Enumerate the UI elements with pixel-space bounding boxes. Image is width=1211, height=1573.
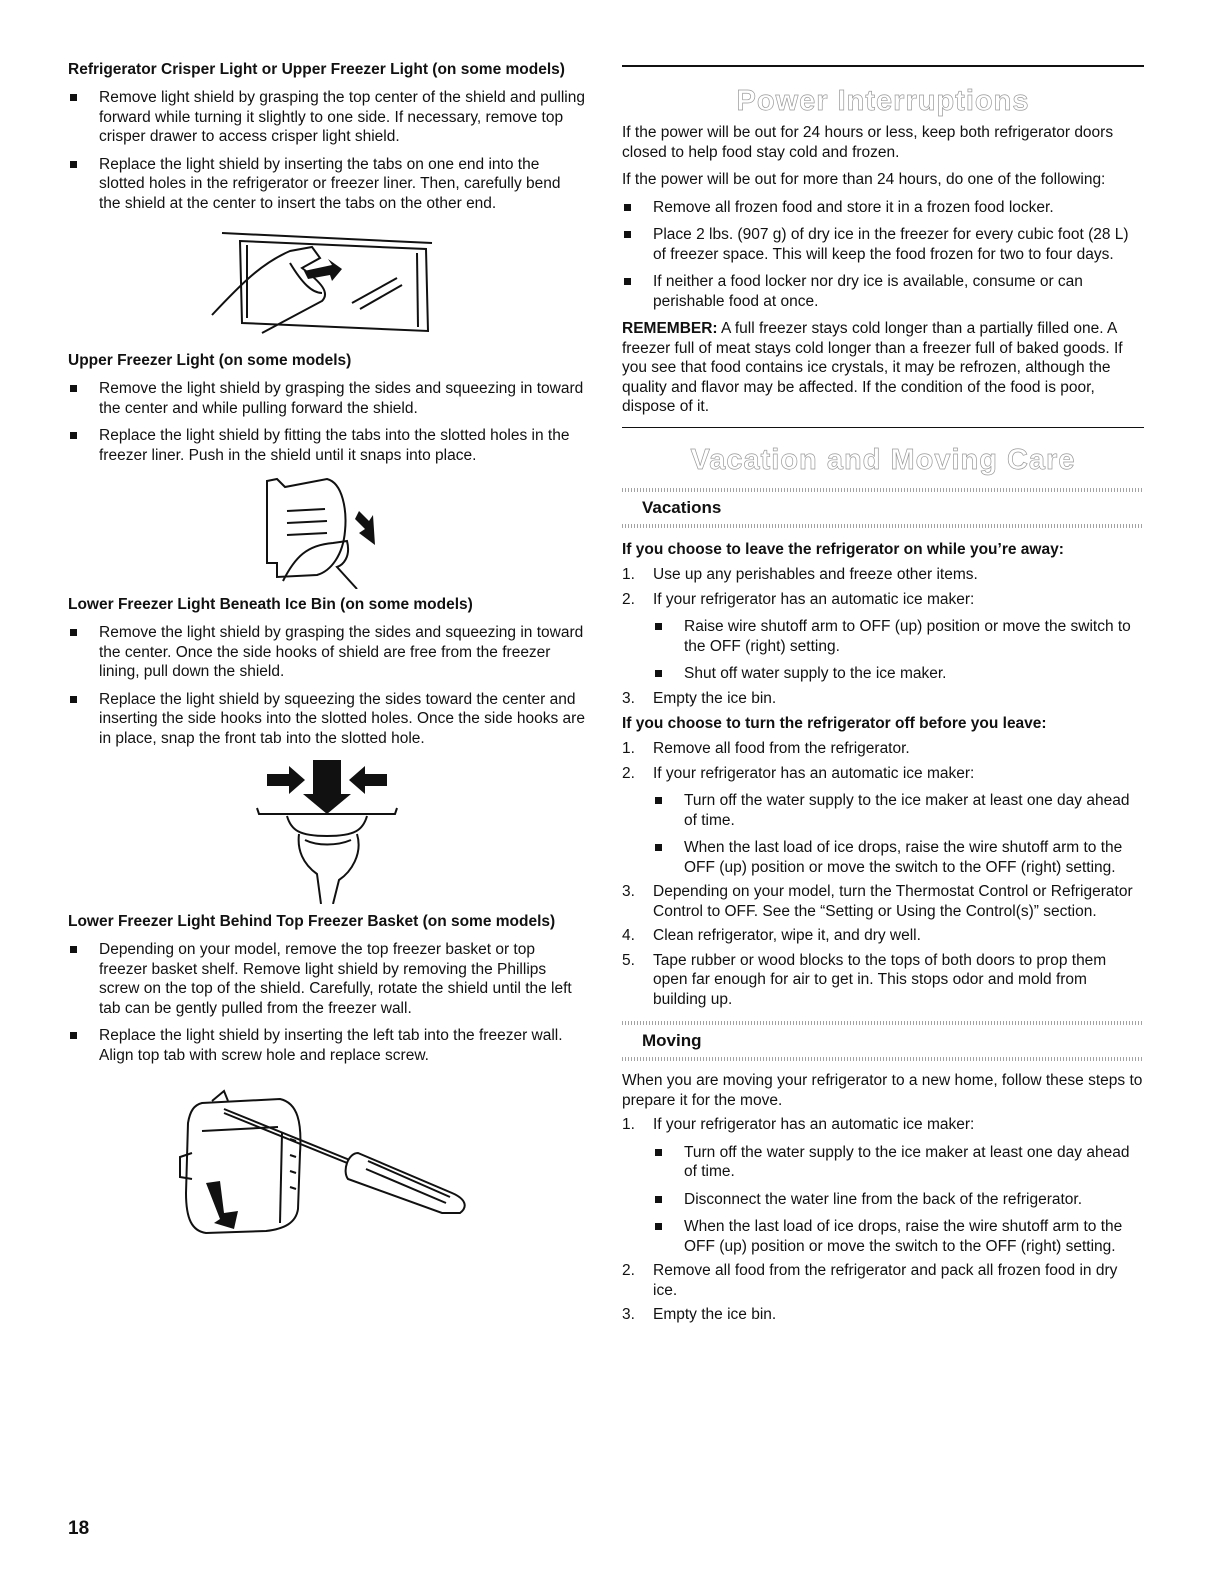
list-item: 2. If your refrigerator has an automatic ice maker: xyxy=(622,590,975,608)
remember-label: REMEMBER: xyxy=(622,320,718,337)
leave-on-heading: If you choose to leave the refrigerator on while you’re away: xyxy=(622,541,1064,558)
power-paragraph: If the power will be out for more than 24 hours, do one of the following: xyxy=(622,171,1106,188)
list-item: Shut off water supply to the ice maker. xyxy=(622,664,1144,684)
ice-bin-light-heading: Lower Freezer Light Beneath Ice Bin (on some models) xyxy=(68,596,473,613)
turn-off-substeps xyxy=(622,791,1144,877)
page-number: 18 xyxy=(68,1518,90,1539)
moving-heading: Moving xyxy=(642,1031,702,1050)
upper-freezer-list xyxy=(68,379,586,465)
list-item: Remove the light shield by grasping the sides and squeezing in toward the center and while pulling forward the shield. xyxy=(68,379,586,418)
basket-light-list xyxy=(68,940,586,1065)
list-item: Depending on your model, remove the top freezer basket or top freezer basket shelf. Remove light shield by removing the Phillips screw on the top of the shield. Carefully, rotate the shield until the left tab can be gently pulled from the freezer wall. xyxy=(68,940,586,1018)
list-item: If neither a food locker nor dry ice is available, consume or can perishable food at once. xyxy=(622,272,1144,311)
leave-on-steps xyxy=(622,689,1144,709)
list-item: Remove the light shield by grasping the sides and squeezing in toward the center. Once the side hooks of shield are free from the freezer lining, pull down the shield. xyxy=(68,623,586,682)
dotted-divider xyxy=(622,524,1144,528)
remember-text: A full freezer stays cold longer than a partially filled one. A freezer full of meat stays cold longer than a freezer full of baked goods. If you see that food contains ice crystals, it may be refrozen, although the quality and flavor may be affected. If the condition of the food is poor, dispose of it. xyxy=(622,320,1123,415)
list-item: 1. If your refrigerator has an automatic ice maker: xyxy=(622,1116,975,1133)
list-item: Replace the light shield by fitting the tabs into the slotted holes in the freezer liner. Push in the shield until it snaps into place. xyxy=(68,426,586,465)
ice-bin-shield-illustration xyxy=(247,754,407,904)
list-item: Replace the light shield by inserting the tabs on one end into the slotted holes in the refrigerator or freezer liner. Then, carefully bend the shield at the center to insert the tabs on the other end. xyxy=(68,155,586,214)
list-item: Disconnect the water line from the back of the refrigerator. xyxy=(622,1190,1144,1210)
screwdriver-shield-illustration xyxy=(162,1083,492,1243)
left-column xyxy=(68,60,586,1243)
list-item: 3. Empty the ice bin. xyxy=(622,1306,777,1323)
list-item: Replace the light shield by inserting the left tab into the freezer wall. Align top tab with screw hole and replace screw. xyxy=(68,1026,586,1065)
turn-off-steps xyxy=(622,739,1144,783)
ice-bin-list xyxy=(68,623,586,748)
list-item: 1. Remove all food from the refrigerator. xyxy=(622,740,910,757)
list-item: Turn off the water supply to the ice maker at least one day ahead of time. xyxy=(622,1143,1144,1182)
dotted-divider xyxy=(622,1021,1144,1025)
section-divider xyxy=(622,427,1144,429)
right-column xyxy=(622,65,1144,1325)
turn-off-heading: If you choose to turn the refrigerator off before you leave: xyxy=(622,715,1047,732)
basket-light-heading: Lower Freezer Light Behind Top Freezer Basket (on some models) xyxy=(68,913,556,930)
leave-on-substeps xyxy=(622,617,1144,684)
list-item: Place 2 lbs. (907 g) of dry ice in the freezer for every cubic foot (28 L) of freezer space. This will keep the food frozen for two to four days. xyxy=(622,225,1144,264)
list-item: 3. Empty the ice bin. xyxy=(622,689,777,707)
list-item: 5. Tape rubber or wood blocks to the tops of both doors to prop them open far enough for air to get in. This stops odor and mold from building up. xyxy=(622,951,1107,1008)
list-item: 4. Clean refrigerator, wipe it, and dry well. xyxy=(622,927,921,944)
moving-intro: When you are moving your refrigerator to a new home, follow these steps to prepare it for the move. xyxy=(622,1072,1143,1109)
vacation-moving-title: Vacation and Moving Care xyxy=(690,444,1076,476)
list-item: 2. Remove all food from the refrigerator and pack all frozen food in dry ice. xyxy=(622,1262,1118,1299)
upper-freezer-light-heading: Upper Freezer Light (on some models) xyxy=(68,352,352,369)
list-item: When the last load of ice drops, raise the wire shutoff arm to the OFF (up) position or move the switch to the OFF (right) setting. xyxy=(622,1217,1144,1256)
vacations-heading: Vacations xyxy=(642,498,722,517)
remember-note xyxy=(622,319,1144,417)
power-interruptions-title: Power Interruptions xyxy=(736,85,1030,117)
list-item: When the last load of ice drops, raise the wire shutoff arm to the OFF (up) position or move the switch to the OFF (right) setting. xyxy=(622,838,1144,877)
list-item: 2. If your refrigerator has an automatic ice maker: xyxy=(622,764,975,782)
moving-steps xyxy=(622,1261,1144,1325)
upper-freezer-shield-illustration xyxy=(247,471,407,589)
moving-substeps xyxy=(622,1143,1144,1257)
turn-off-steps xyxy=(622,882,1144,1009)
dotted-divider xyxy=(622,488,1144,492)
leave-on-steps xyxy=(622,565,1144,609)
power-list xyxy=(622,198,1144,312)
list-item: Remove all frozen food and store it in a frozen food locker. xyxy=(622,198,1144,218)
power-paragraph: If the power will be out for 24 hours or less, keep both refrigerator doors closed to help food stay cold and frozen. xyxy=(622,124,1114,161)
moving-steps xyxy=(622,1115,1144,1135)
list-item: Replace the light shield by squeezing the sides toward the center and inserting the side hooks into the slotted holes. Once the side hooks are in place, snap the front tab into the slotted hole. xyxy=(68,690,586,749)
dotted-divider xyxy=(622,1057,1144,1061)
list-item: Turn off the water supply to the ice maker at least one day ahead of time. xyxy=(622,791,1144,830)
section-divider xyxy=(622,65,1144,67)
list-item: 3. Depending on your model, turn the Thermostat Control or Refrigerator Control to OFF. See the “Setting or Using the Control(s)” section. xyxy=(622,883,1133,920)
list-item: 1. Use up any perishables and freeze other items. xyxy=(622,566,978,583)
crisper-shield-illustration xyxy=(202,223,452,343)
list-item: Raise wire shutoff arm to OFF (up) position or move the switch to the OFF (right) setting. xyxy=(622,617,1144,656)
crisper-light-list xyxy=(68,88,586,213)
crisper-light-heading: Refrigerator Crisper Light or Upper Freezer Light (on some models) xyxy=(68,61,565,78)
list-item: Remove light shield by grasping the top center of the shield and pulling forward while turning it slightly to one side. If necessary, remove top crisper drawer to access crisper light shield. xyxy=(68,88,586,147)
